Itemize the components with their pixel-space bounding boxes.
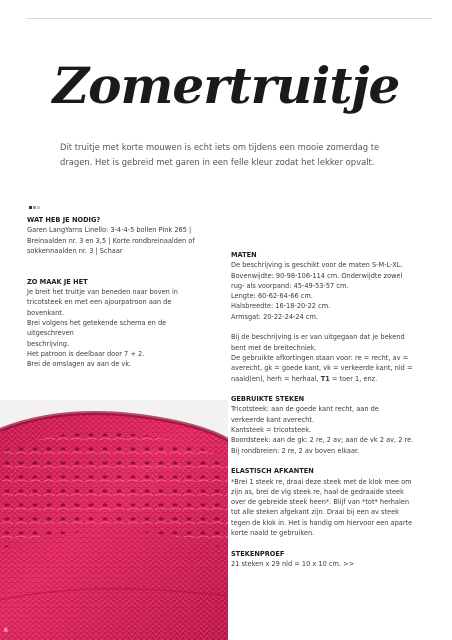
proef-line: 21 steken x 29 nld = 10 x 10 cm. >> bbox=[231, 559, 355, 568]
maak-line: beschrijving. bbox=[27, 339, 70, 348]
left-column bbox=[27, 215, 209, 369]
section-marker bbox=[29, 206, 40, 209]
afkanten-line: zijn as, brei de vlg steek re, haal de gedraaide steek bbox=[231, 487, 404, 496]
marker-dot-2 bbox=[33, 206, 36, 209]
steken-line: Tricotsteek: aan de goede kant recht, aan de bbox=[231, 405, 379, 414]
maten-line: De beschrijving is geschikt voor de maten S-M-L-XL. bbox=[231, 261, 403, 270]
nodig-heading: WAT HEB JE NODIG? bbox=[27, 216, 101, 224]
afk-prefix: naald(en), herh = herhaal, bbox=[231, 374, 321, 383]
marker-dot-1 bbox=[29, 206, 32, 209]
uitgaan-line: bent met de breitechniek. bbox=[231, 343, 317, 352]
nodig-line: Breinaalden nr. 3 en 3,5 | Korte rondbreinaalden of bbox=[27, 236, 195, 245]
marker-dot-3 bbox=[37, 206, 40, 209]
maak-heading: ZO MAAK JE HET bbox=[27, 277, 88, 286]
steken-line: Boordsteek: aan de gk: 2 re, 2 av; aan de vk 2 av, 2 re. bbox=[231, 436, 414, 445]
intro-paragraph: Dit truitje met korte mouwen is echt iets om tijdens een mooie zomerdag te dragen. Het is gebreid met garen in een felle kleur zodat het lekker opvalt. bbox=[60, 142, 380, 167]
nodig-line: sokkennaalden nr. 3 | Schaar bbox=[27, 246, 123, 255]
maten-line: Armsgat: 20-22-24-24 cm. bbox=[231, 312, 319, 321]
afk-suffix: = toer 1, enz. bbox=[329, 374, 378, 383]
maak-line: Brei de omslagen av aan de vk. bbox=[27, 360, 132, 369]
maten-line: rug- als voorpand: 45-49-53-57 cm. bbox=[231, 281, 349, 290]
maak-line: Brei volgens het getekende schema en de uitgeschreven bbox=[27, 318, 167, 338]
uitgaan-line: De gebruikte afkortingen staan voor: re = recht, av = bbox=[231, 353, 409, 362]
page-title: Zomertruitje bbox=[52, 56, 400, 115]
afkanten-heading: ELASTISCH AFKANTEN bbox=[231, 467, 314, 476]
top-rule bbox=[26, 18, 432, 19]
maak-line: Het patroon is deelbaar door 7 + 2. bbox=[27, 349, 145, 358]
page-number: 6 bbox=[4, 627, 8, 634]
maten-line: Bovenwijdte: 90-98-106-114 cm. Onderwijdte zowel bbox=[231, 271, 403, 280]
maak-line: Je breit het truitje van beneden naar boven in bbox=[27, 288, 178, 297]
proef-heading: STEKENPROEF bbox=[231, 549, 285, 558]
steken-line: Kantsteek = tricotsteek. bbox=[231, 426, 312, 435]
maten-line: Halsbreedte: 16-18-20-22 cm. bbox=[231, 302, 331, 311]
afkanten-line: korte naald te gebruiken. bbox=[231, 529, 315, 538]
uitgaan-line: Bij de beschrijving is er van uitgegaan dat je bekend bbox=[231, 333, 405, 342]
knitted-sweater-photo bbox=[0, 400, 228, 640]
maten-heading: MATEN bbox=[231, 251, 257, 259]
afkanten-line: over de gebreide steek heen*. Blijf van *tot* herhalen bbox=[231, 498, 410, 507]
right-column bbox=[231, 250, 416, 569]
maak-line: tricotsteek en met een ajourpatroon aan de bovenkant. bbox=[27, 298, 172, 317]
afkortingen-line bbox=[231, 374, 416, 384]
afk-bold: T1 bbox=[320, 374, 330, 383]
uitgaan-line: averecht, gk = goede kant, vk = verkeerde kant, nld = bbox=[231, 364, 413, 373]
afkanten-line: tot alle steken afgekant zijn. Draai bij een av steek bbox=[231, 508, 399, 517]
maten-line: Lengte: 60-62-64-66 cm. bbox=[231, 292, 313, 301]
afkanten-line: tegen de klok in. Het is handig om hiervoor een aparte bbox=[231, 518, 413, 527]
afkanten-line: *Brei 1 steek re, draai deze steek met de klok mee om bbox=[231, 477, 412, 486]
steken-heading: GEBRUIKTE STEKEN bbox=[231, 395, 305, 404]
steken-line: Bij rondbreien: 2 re, 2 av boven elkaar. bbox=[231, 446, 360, 455]
nodig-line: Garen LangYarns Linello: 3-4-4-5 bollen Pink 265 | bbox=[27, 226, 192, 235]
steken-line: verkeerde kant averecht. bbox=[231, 415, 315, 424]
